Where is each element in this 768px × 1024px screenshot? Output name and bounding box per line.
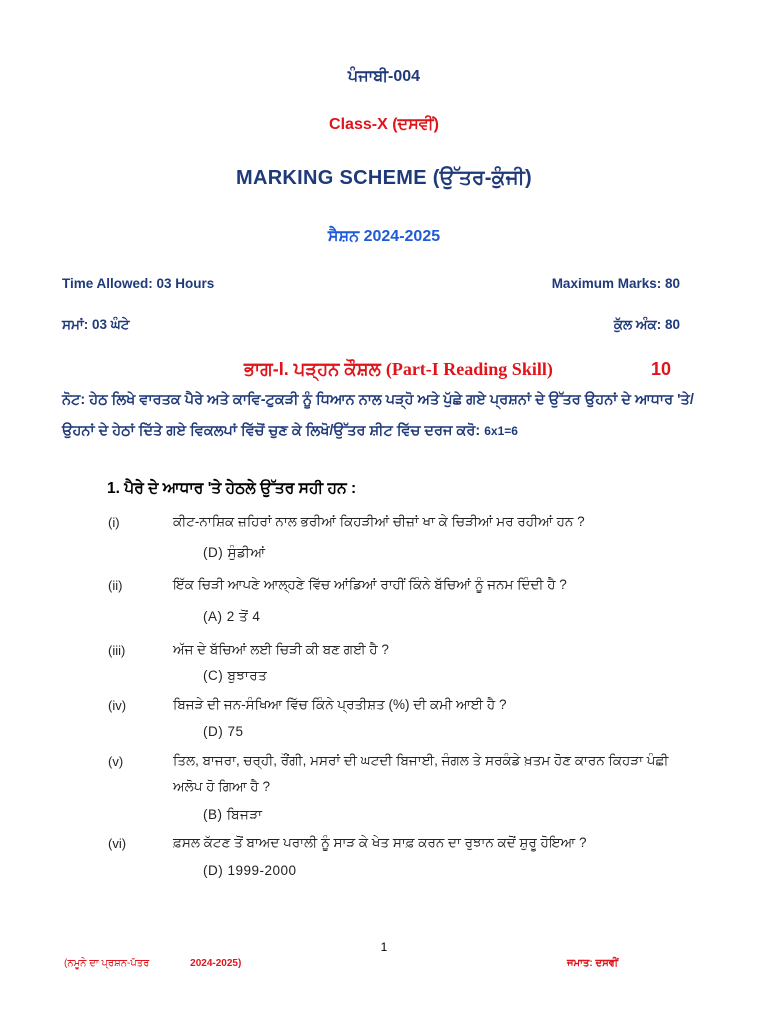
answer-text: (C) ਬੁਝਾਰਤ <box>203 668 268 683</box>
answer-text: (D) ਸੁੰਡੀਆਂ <box>203 545 266 560</box>
part-heading <box>244 359 553 380</box>
question-text: ਬਿਜੜੇ ਦੀ ਜਨ-ਸੰਖਿਆ ਵਿੱਚ ਕਿੰਨੇ ਪ੍ਰਤੀਸ਼ਤ (%) ਦੀ ਕਮੀ ਆਈ ਹੈ ? <box>173 697 507 712</box>
question-number: (v) <box>108 754 124 769</box>
note-text: ਨੋਟ: ਹੇਠ ਲਿਖੇ ਵਾਰਤਕ ਪੈਰੇ ਅਤੇ ਕਾਵਿ-ਟੁਕੜੀ ਨੂੰ ਧਿਆਨ ਨਾਲ ਪੜ੍ਹੋ ਅਤੇ ਪੁੱਛੇ ਗਏ ਪ੍ਰਸ਼ਨਾਂ ਦੇ ਉੱਤਰ ਉਹਨਾਂ ਦੇ ਆਧਾਰ 'ਤੇ/ ਉਹਨਾਂ ਦੇ ਹੇਠਾਂ ਦਿੱਤੇ ਗਏ ਵਿਕਲਪਾਂ ਵਿੱਚੋਂ ਚੁਣ ਕੇ ਲਿਖੋ/ਉੱਤਰ ਸ਼ੀਟ ਵਿੱਚ ਦਰਜ ਕਰੋ: <box>62 392 694 439</box>
section-heading: 1. ਪੈਰੇ ਦੇ ਆਧਾਰ 'ਤੇ ਹੇਠਲੇ ਉੱਤਰ ਸਹੀ ਹਨ : <box>107 480 357 497</box>
part-heading-english: (Part-I Reading Skill) <box>385 359 553 379</box>
page-number: 1 <box>380 940 388 954</box>
note-marks-formula: 6x1=6 <box>484 424 518 438</box>
maximum-marks: Maximum Marks: 80 <box>551 276 680 291</box>
meta-row-english <box>62 276 680 291</box>
question-number: (iii) <box>108 643 126 658</box>
question-number: (vi) <box>108 836 127 851</box>
footer-class-label: ਜਮਾਤ: ਦਸਵੀਂ <box>567 958 619 969</box>
footer-paper-label: (ਨਮੂਨੇ ਦਾ ਪ੍ਰਸ਼ਨ-ਪੱਤਰ <box>64 958 150 969</box>
question-number: (i) <box>108 515 120 530</box>
part-heading-punjabi: ਭਾਗ-I. ਪੜ੍ਹਨ ਕੌਸ਼ਲ <box>244 359 381 379</box>
question-text: ਕੀਟ-ਨਾਸ਼ਿਕ ਜ਼ਹਿਰਾਂ ਨਾਲ ਭਰੀਆਂ ਕਿਹੜੀਆਂ ਚੀਜ਼ਾਂ ਖਾ ਕੇ ਚਿੜੀਆਂ ਮਰ ਰਹੀਆਂ ਹਨ ? <box>173 514 585 529</box>
question-number: (iv) <box>108 698 127 713</box>
answer-text: (A) 2 ਤੋਂ 4 <box>203 609 261 624</box>
footer-left <box>64 958 241 969</box>
subject-code: ਪੰਜਾਬੀ-004 <box>347 68 421 85</box>
part-marks: 10 <box>651 359 672 379</box>
class-label: Class-X (ਦਸਵੀਂ) <box>329 116 439 133</box>
question-text: ਇੱਕ ਚਿੜੀ ਆਪਣੇ ਆਲ੍ਹਣੇ ਵਿੱਚ ਆਂਡਿਆਂ ਰਾਹੀਂ ਕਿੰਨੇ ਬੱਚਿਆਂ ਨੂੰ ਜਨਮ ਦਿੰਦੀ ਹੈ ? <box>173 577 567 592</box>
footer-year: 2024-2025) <box>190 958 242 969</box>
question-text: ਫ਼ਸਲ ਕੱਟਣ ਤੋਂ ਬਾਅਦ ਪਰਾਲੀ ਨੂੰ ਸਾੜ ਕੇ ਖੇਤ ਸਾਫ਼ ਕਰਨ ਦਾ ਰੁਝਾਨ ਕਦੋਂ ਸ਼ੁਰੂ ਹੋਇਆ ? <box>173 835 587 850</box>
page-title: MARKING SCHEME (ਉੱਤਰ-ਕੁੰਜੀ) <box>235 167 532 189</box>
answer-text: (B) ਬਿਜੜਾ <box>203 807 263 822</box>
question-text: ਤਿਲ, ਬਾਜਰਾ, ਚਰ੍ਹੀ, ਰੌਂਗੀ, ਮਸਰਾਂ ਦੀ ਘਟਦੀ ਬਿਜਾਈ, ਜੰਗਲ ਤੇ ਸਰਕੰਡੇ ਖ਼ਤਮ ਹੋਣ ਕਾਰਨ ਕਿਹੜਾ ਪੰਛੀ ਅਲੋਪ ਹੋ ਗਿਆ ਹੈ ? <box>173 753 669 794</box>
question-number: (ii) <box>108 578 123 593</box>
answer-text: (D) 1999-2000 <box>203 863 297 878</box>
instruction-note <box>62 385 702 447</box>
answer-text: (D) 75 <box>203 724 244 739</box>
marks-punjabi: ਕੁੱਲ ਅੰਕ: 80 <box>613 317 680 332</box>
meta-row-punjabi <box>62 317 680 333</box>
session-label: ਸੈਸ਼ਨ 2024-2025 <box>327 228 441 245</box>
time-allowed: Time Allowed: 03 Hours <box>62 276 215 291</box>
time-punjabi: ਸਮਾਂ: 03 ਘੰਟੇ <box>62 317 130 332</box>
question-text: ਅੱਜ ਦੇ ਬੱਚਿਆਂ ਲਈ ਚਿੜੀ ਕੀ ਬਣ ਗਈ ਹੈ ? <box>173 642 389 657</box>
